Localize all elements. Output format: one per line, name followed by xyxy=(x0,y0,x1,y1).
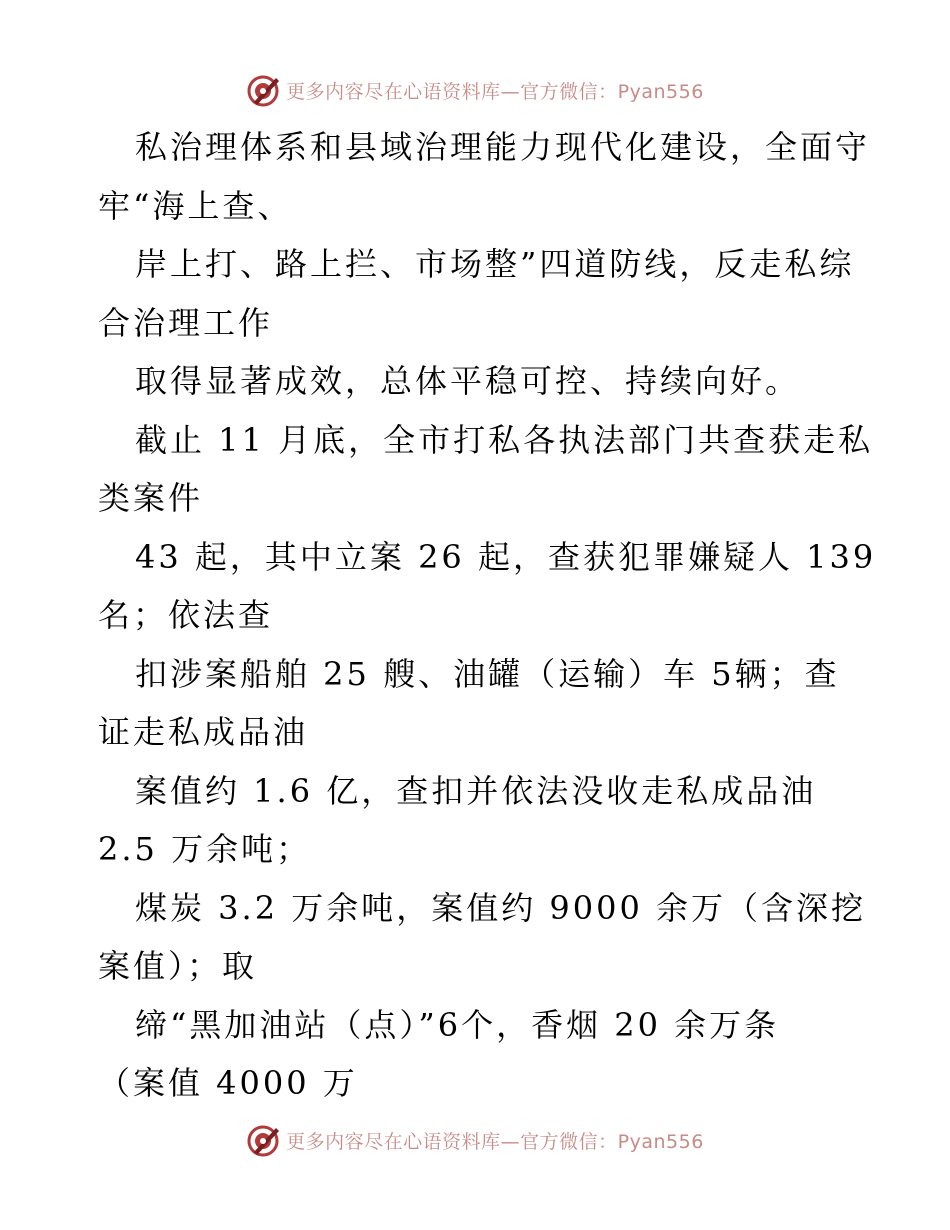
text-line: 私治理体系和县域治理能力现代化建设，全面守 xyxy=(135,128,871,166)
text-line: 牢“海上查、 xyxy=(98,186,293,225)
watermark-text: 更多内容尽在心语资料库—官方微信：Pyan556 xyxy=(286,80,704,103)
header-watermark xyxy=(0,70,950,110)
text-line: 煤炭 3.2 万余吨，案值约 9000 余万（含深挖 xyxy=(135,888,867,927)
text-line: 扣涉案船舶 25 艘、油罐（运输）车 5辆；查 xyxy=(135,654,840,693)
text-line: 合治理工作 xyxy=(98,303,274,342)
text-line: 截止 11 月底，全市打私各执法部门共查获走私 xyxy=(135,420,874,459)
text-line: 43 起，其中立案 26 起，查获犯罪嫌疑人 139 xyxy=(135,537,877,576)
watermark-text: 更多内容尽在心语资料库—官方微信：Pyan556 xyxy=(286,1130,704,1153)
text-line: 证走私成品油 xyxy=(98,713,309,751)
text-line: 案值约 1.6 亿，查扣并依法没收走私成品油 xyxy=(135,771,817,810)
text-line: 取得显著成效，总体平稳可控、持续向好。 xyxy=(135,362,801,400)
footer-watermark xyxy=(0,1120,950,1160)
text-line: （案值 4000 万 xyxy=(98,1064,358,1102)
text-line: 案值）；取 xyxy=(98,947,258,985)
pen-logo-icon xyxy=(246,72,282,108)
text-line: 类案件 xyxy=(98,479,204,517)
pen-logo-icon xyxy=(246,1122,282,1158)
text-line: 名；依法查 xyxy=(98,596,274,634)
document-body xyxy=(98,118,877,1113)
text-line: 缔“黑加油站（点）”6个，香烟 20 余万条 xyxy=(135,1005,780,1044)
text-line: 岸上打、路上拦、市场整”四道防线，反走私综 xyxy=(135,245,855,283)
text-line: 2.5 万余吨； xyxy=(98,830,312,868)
